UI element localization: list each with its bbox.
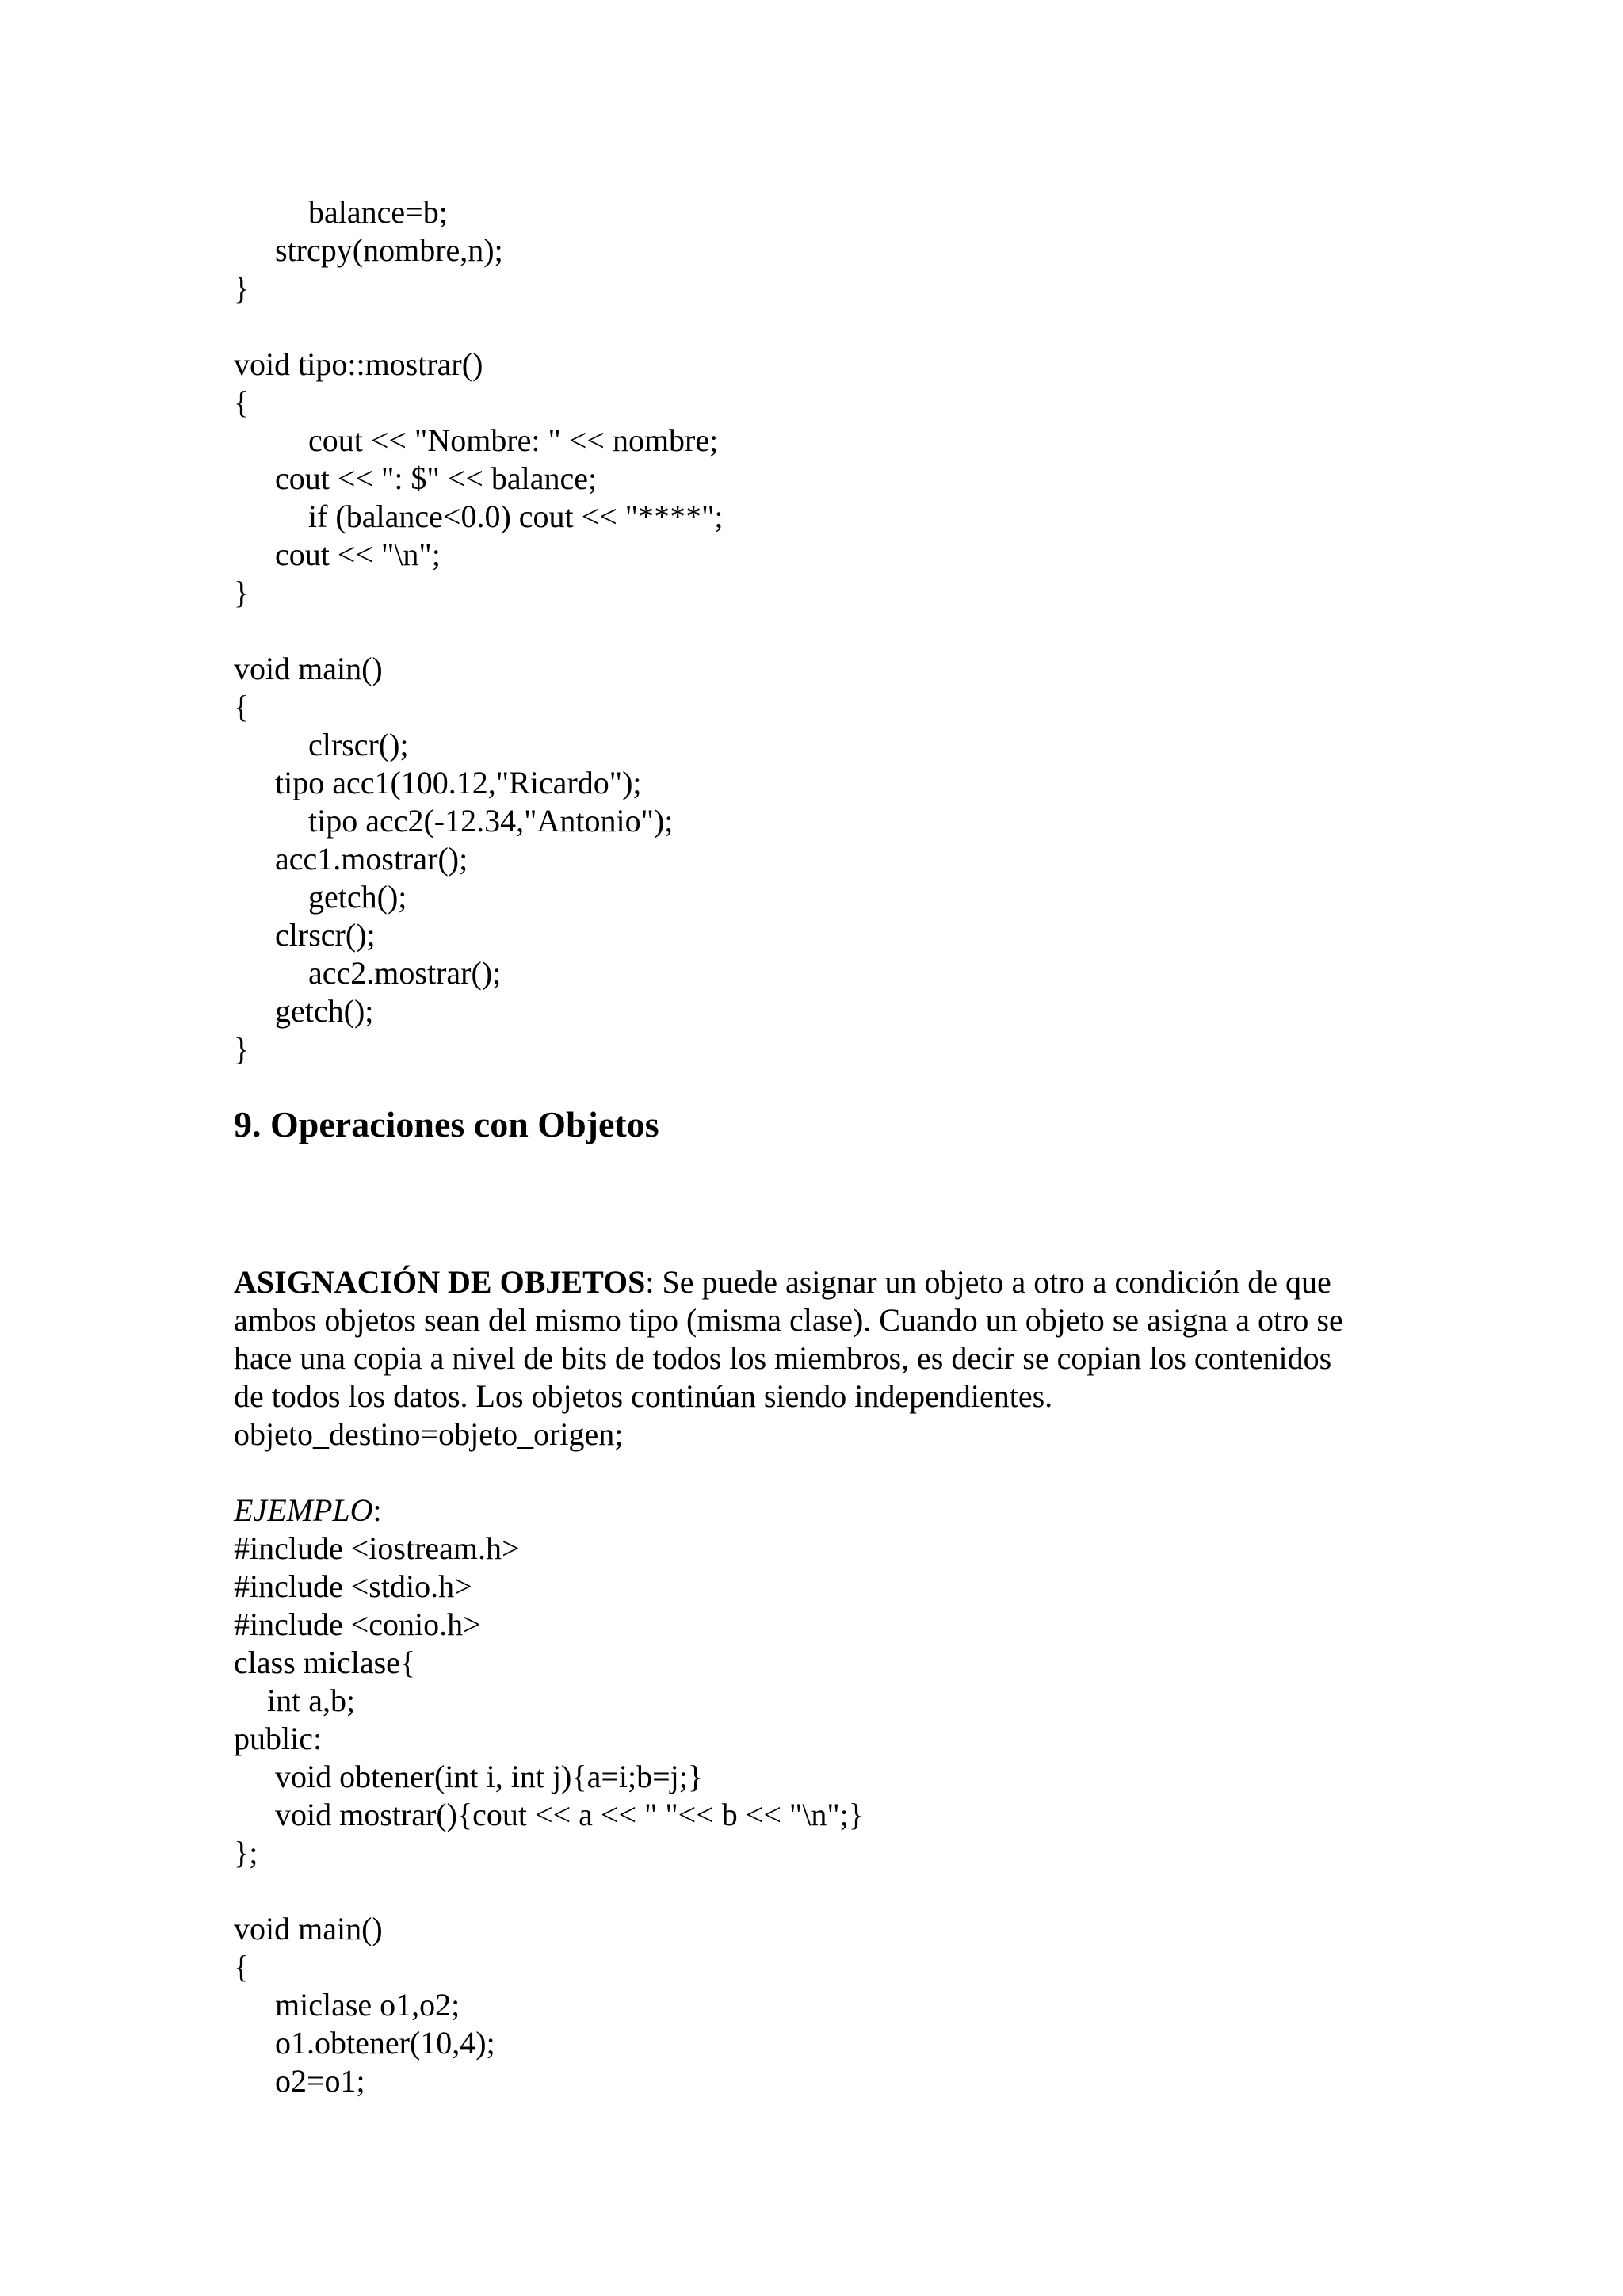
code-line: #include <stdio.h> [234, 1568, 472, 1604]
code-line: acc2.mostrar(); [308, 955, 502, 991]
code-line: if (balance<0.0) cout << "****"; [308, 499, 724, 534]
code-line: acc1.mostrar(); [275, 841, 468, 877]
code-line: tipo acc1(100.12,"Ricardo"); [275, 765, 642, 800]
code-line: o2=o1; [275, 2063, 365, 2099]
paragraph-line: hace una copia a nivel de bits de todos los miembros, es decir se copian los contenidos [234, 1340, 1332, 1376]
code-line: #include <iostream.h> [234, 1530, 520, 1566]
code-line: } [234, 1031, 250, 1067]
code-line: getch(); [308, 879, 407, 915]
code-line: } [234, 575, 250, 610]
code-line: void mostrar(){cout << a << " "<< b << "\n";} [275, 1797, 864, 1832]
code-line: tipo acc2(-12.34,"Antonio"); [308, 803, 674, 839]
code-line: public: [234, 1721, 323, 1756]
code-line: strcpy(nombre,n); [275, 232, 503, 268]
code-line: balance=b; [308, 194, 448, 230]
paragraph-text: : Se puede asignar un objeto a otro a condición de que [645, 1264, 1331, 1300]
code-line: clrscr(); [275, 917, 376, 953]
paragraph-line: de todos los datos. Los objetos continúan siendo independientes. [234, 1378, 1053, 1414]
code-line: cout << ": $" << balance; [275, 460, 598, 496]
code-line: cout << "Nombre: " << nombre; [308, 422, 719, 458]
code-line: void main() [234, 651, 383, 686]
code-line: #include <conio.h> [234, 1606, 481, 1642]
code-line: }; [234, 1835, 258, 1870]
example-label-line [234, 1492, 1407, 1530]
code-line: cout << "\n"; [275, 537, 441, 572]
code-line: miclase o1,o2; [275, 1987, 460, 2023]
code-line: clrscr(); [308, 727, 409, 762]
term-asignacion: ASIGNACIÓN DE OBJETOS [234, 1264, 646, 1300]
code-line: void tipo::mostrar() [234, 346, 483, 382]
code-line: { [234, 1949, 250, 1985]
code-line: { [234, 689, 250, 724]
section-heading: 9. Operaciones con Objetos [234, 1104, 659, 1144]
code-line: int a,b; [267, 1683, 356, 1718]
example-label: EJEMPLO [234, 1492, 373, 1528]
example-colon: : [372, 1492, 382, 1528]
code-line: void main() [234, 1911, 383, 1946]
code-line: class miclase{ [234, 1645, 416, 1680]
paragraph-line [234, 1263, 1407, 1301]
code-line: void obtener(int i, int j){a=i;b=j;} [275, 1759, 704, 1794]
code-line: } [234, 270, 250, 306]
code-line: { [234, 384, 250, 420]
code-line: objeto_destino=objeto_origen; [234, 1416, 624, 1452]
code-line: o1.obtener(10,4); [275, 2025, 495, 2061]
paragraph-line: ambos objetos sean del mismo tipo (misma clase). Cuando un objeto se asigna a otro se [234, 1302, 1343, 1338]
code-line: getch(); [275, 993, 374, 1029]
